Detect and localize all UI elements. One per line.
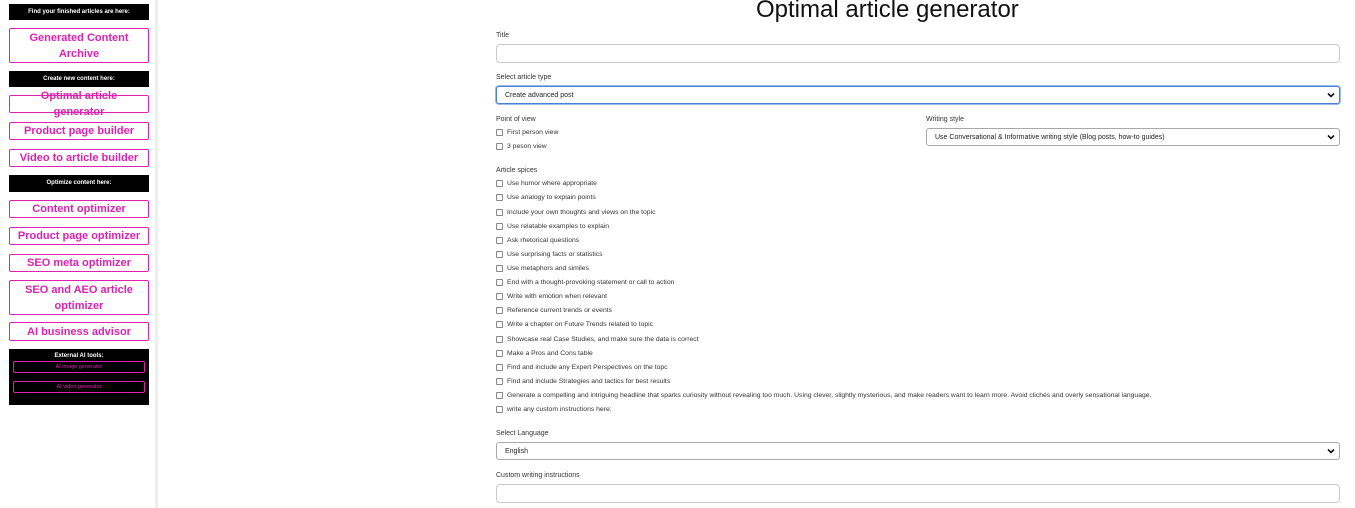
checkbox[interactable] [496,406,503,413]
checkbox[interactable] [496,223,503,230]
heading-create: Create new content here: [9,71,149,87]
spice-option[interactable]: Generate a compelling and intriguing headline that sparks curiosity without revealing too much. Using clever, slightly mysterious, and make readers want to learn more. Avoid clichés and overly sensational language. [496,390,1151,400]
spice-option[interactable]: Make a Pros and Cons table [496,348,593,358]
checkbox[interactable] [496,129,503,136]
external-tools-title: External AI tools: [54,353,104,359]
external-tools-panel [9,349,149,405]
spice-option[interactable]: End with a thought-provoking statement or call to action [496,277,674,287]
heading-finished: Find your finished articles are here: [9,4,149,20]
chevron-down-icon [1326,446,1336,456]
archive-button[interactable]: Generated Content Archive [9,28,149,63]
checkbox[interactable] [496,143,503,150]
article-type-label: Select article type [496,74,552,81]
checkbox[interactable] [496,364,503,371]
chevron-down-icon [1326,90,1336,100]
language-select[interactable] [496,442,1340,460]
content-optimizer-button[interactable]: Content optimizer [9,200,149,218]
writing-style-label: Writing style [926,116,964,123]
spices-label: Article spices [496,167,538,174]
checkbox[interactable] [496,307,503,314]
spice-option[interactable]: Write with emotion when relevant [496,291,607,301]
checkbox[interactable] [496,237,503,244]
checkbox[interactable] [496,321,503,328]
optimal-article-generator-button[interactable]: Optimal article generator [9,95,149,113]
writing-style-select[interactable] [926,128,1340,146]
spice-option[interactable]: Write a chapter on Future Trends related to topic [496,319,653,329]
checkbox[interactable] [496,265,503,272]
video-to-article-builder-button[interactable]: Video to article builder [9,149,149,167]
spice-option[interactable]: Use metaphors and similes [496,263,589,273]
spice-option[interactable]: Use analogy to explain points [496,192,596,202]
spice-option[interactable]: Find and include Strategies and tactics for best results [496,376,670,386]
pov-label: Point of view [496,116,536,123]
pov-option[interactable]: First person view [496,127,558,137]
heading-optimize: Optimize content here: [9,175,149,192]
spice-option[interactable]: Find and include any Expert Perspectives on the topc [496,362,668,372]
custom-instructions-input[interactable] [496,484,1340,503]
checkbox[interactable] [496,392,503,399]
spice-option[interactable]: Use humor where appropriate [496,178,597,188]
custom-instructions-label: Custom writing instructions [496,472,580,479]
ai-image-generator-button[interactable]: AI image generator [13,361,145,373]
checkbox[interactable] [496,180,503,187]
language-value: English [505,447,528,455]
checkbox[interactable] [496,350,503,357]
checkbox[interactable] [496,209,503,216]
sidebar [0,0,158,508]
article-type-select[interactable] [496,86,1340,104]
spice-option[interactable]: Ask rhetorical questions [496,235,579,245]
language-label: Select Language [496,430,549,437]
product-page-builder-button[interactable]: Product page builder [9,122,149,140]
seo-aeo-article-optimizer-button[interactable]: SEO and AEO article optimizer [9,280,149,315]
checkbox[interactable] [496,194,503,201]
writing-style-value: Use Conversational & Informative writing style (Blog posts, how-to guides) [935,133,1165,141]
article-type-value: Create advanced post [505,91,574,99]
spice-option[interactable]: Use surprising facts or statistics [496,249,603,259]
product-page-optimizer-button[interactable]: Product page optimizer [9,227,149,245]
checkbox[interactable] [496,378,503,385]
spice-option[interactable]: Use relatable examples to explain [496,221,609,231]
chevron-down-icon [1326,132,1336,142]
ai-video-generator-button[interactable]: AI video generator [13,381,145,393]
checkbox[interactable] [496,279,503,286]
checkbox[interactable] [496,251,503,258]
title-input[interactable] [496,44,1340,63]
checkbox[interactable] [496,336,503,343]
spice-option[interactable]: Showcase real Case Studies, and make sure the data is correct [496,334,699,344]
spice-option[interactable]: write any custom instructions here: [496,404,612,414]
page-title: Optimal article generator [756,0,1019,23]
spice-option[interactable]: Include your own thoughts and views on the topic [496,207,656,217]
spice-option[interactable]: Reference current trends or events [496,305,612,315]
seo-meta-optimizer-button[interactable]: SEO meta optimizer [9,254,149,272]
title-label: Title [496,32,509,39]
pov-option[interactable]: 3 peson view [496,141,547,151]
ai-business-advisor-button[interactable]: AI business advisor [9,322,149,341]
checkbox[interactable] [496,293,503,300]
